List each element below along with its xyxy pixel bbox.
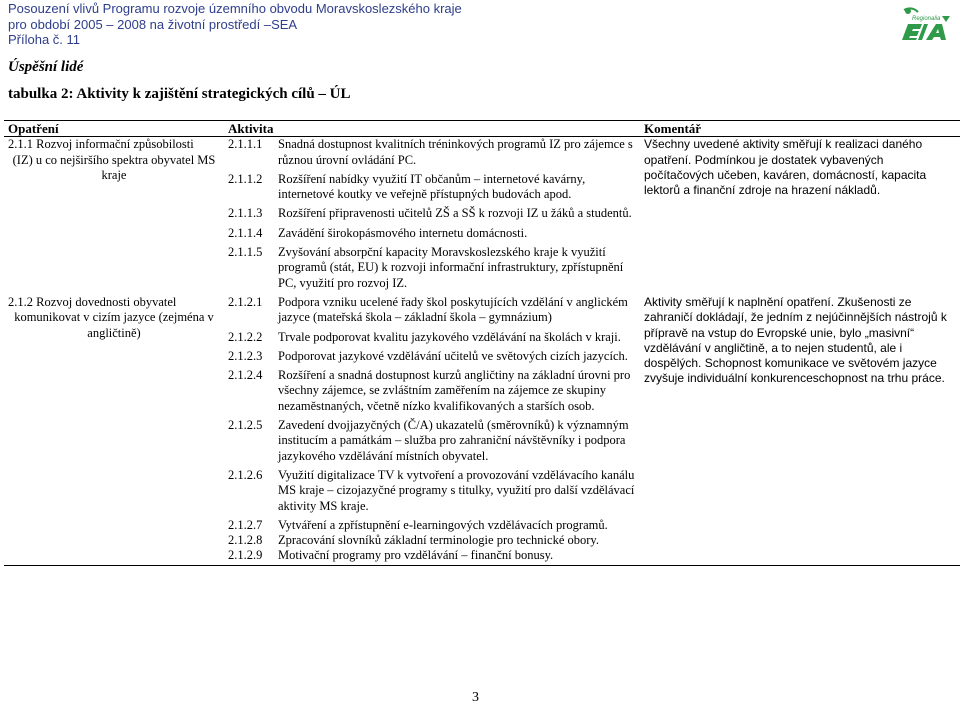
column-header-measure: Opatření [4,121,224,137]
activity-item [228,330,636,345]
measure-description: (IZ) u co nejširšího spektra obyvatel MS kraje [12,152,216,182]
activity-item [228,245,636,291]
comment-cell: Aktivity směřují k naplnění opatření. Zkušenosti ze zahraničí dokládají, že jedním z nejúčinnějších nástrojů k přípravě na vstup do Evropské unie, bylo „masivní“ vzdělávání v angličtině, a to nejen studentů, ale i dospělých. Schopnost komunikace ve světovém jazyce zvyšuje individuální konkurenceschopnost na trhu práce. [640,295,960,565]
activity-number: 2.1.1.3 [228,206,263,221]
activity-number: 2.1.2.7 [228,517,263,532]
activity-item [228,368,636,414]
activity-text: Rozšíření připravenosti učitelů ZŠ a SŠ k rozvoji IZ u žáků a studentů. [278,206,632,221]
activity-item [228,418,636,464]
activity-number: 2.1.2.2 [228,329,263,344]
document-header [8,1,462,48]
table-row [4,295,960,565]
activity-item [228,295,636,326]
activity-cell [224,137,640,295]
activity-text: Motivační programy pro vzdělávání – finanční bonusy. [278,548,554,563]
activity-number: 2.1.2.9 [228,548,263,563]
activity-text: Trvale podporovat kvalitu jazykového vzdělávání na školách v kraji. [278,329,621,344]
activity-text: Využití digitalizace TV k vytvoření a provozování vzdělávacího kanálu MS kraje – cizojazyčné programy s titulky, využití pro další vzdělávací aktivity MS kraje. [278,467,635,513]
activity-number: 2.1.2.6 [228,467,263,482]
measure-title: 2.1.2 Rozvoj dovednosti obyvatel [8,294,177,309]
activity-text: Zvyšování absorpční kapacity Moravskoslezského kraje k využití programů (stát, EU) k rozvoji informační infrastruktury, zpřístupnění PC, využití pro rozvoj IZ. [278,245,624,290]
activity-item [228,137,636,168]
table-row [4,137,960,295]
activity-number: 2.1.2.1 [228,294,263,309]
activity-text: Snadná dostupnost kvalitních tréninkových programů IZ pro zájemce s různou úrovní ovládání PC. [278,137,633,167]
activity-number: 2.1.1.1 [228,137,263,152]
header-line-1: Posouzení vlivů Programu rozvoje územního obvodu Moravskoslezského kraje [8,1,462,16]
measure-title: 2.1.1 Rozvoj informační způsobilosti [8,137,194,152]
sea-regionalia-logo-icon [898,4,956,44]
measure-cell [4,295,224,565]
comment-cell: Všechny uvedené aktivity směřují k realizaci daného opatření. Podmínkou je dostatek vybavených počítačových učeben, kaváren, domácností, kapacita lektorů a finanční zdroje na hrazení nákladů. [644,137,927,198]
activity-item [228,349,636,364]
activity-number: 2.1.2.5 [228,418,263,433]
activity-text: Vytváření a zpřístupnění e-learningových vzdělávacích programů. [278,517,608,532]
activity-item [228,172,636,203]
section-title: Úspěšní lidé [8,59,84,75]
activities-table [4,120,960,566]
activity-number: 2.1.1.5 [228,245,263,260]
activity-text: Podpora vzniku ucelené řady škol poskytujících vzdělání v anglickém jazyce (mateřská škola – základní škola – gymnázium) [278,294,628,325]
measure-cell [4,137,224,295]
activity-number: 2.1.2.8 [228,533,263,548]
table-title: tabulka 2: Aktivity k zajištění strategických cílů – ÚL [8,86,351,102]
activity-cell [224,295,640,565]
measure-description: komunikovat v cizím jazyce (zejména v angličtině) [14,310,214,340]
page-number: 3 [472,690,479,705]
column-header-comment: Komentář [640,121,960,137]
table-header-row [4,121,960,137]
activity-text: Zpracování slovníků základní terminologie pro technické obory. [278,533,599,548]
activity-item [228,548,636,563]
header-line-2: pro období 2005 – 2008 na životní prostředí –SEA [8,16,298,32]
activity-text: Rozšíření nabídky využití IT občanům – internetové kavárny, internetové koutky ve veřejně přístupných budovách apod. [278,171,586,202]
activity-number: 2.1.2.4 [228,368,263,383]
activity-text: Zavedení dvojjazyčných (Č/A) ukazatelů (směrovníků) k významným institucím a památkám – služba pro zahraniční návštěvníky i podpora jazykového vzdělávání místních obyvatel. [278,418,629,463]
activity-text: Rozšíření a snadná dostupnost kurzů angličtiny na základní úrovni pro všechny zájemce, se zvláštním zaměřením na zájemce ze skupiny nezaměstnaných, včetně nízko kvalifikovaných a starších osob. [278,368,631,413]
activity-number: 2.1.2.3 [228,348,263,363]
activity-number: 2.1.1.4 [228,225,263,240]
activity-item [228,518,636,533]
column-header-activity: Aktivita [224,121,640,137]
svg-text:Regionalia: Regionalia [912,16,941,22]
header-line-3: Příloha č. 11 [8,32,81,47]
activity-item [228,226,636,241]
activity-number: 2.1.1.2 [228,171,263,186]
activity-item [228,468,636,514]
activity-item [228,533,636,548]
activity-text: Podporovat jazykové vzdělávání učitelů ve světových cizích jazycích. [278,348,628,363]
activity-item [228,206,636,221]
activity-text: Zavádění širokopásmového internetu domácnosti. [278,225,528,240]
